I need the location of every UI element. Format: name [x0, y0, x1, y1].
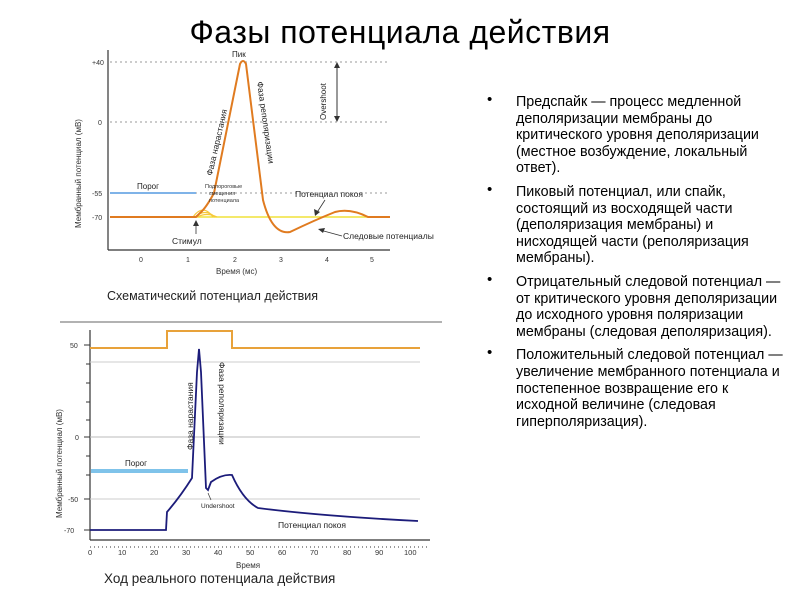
d2-xlabel: Время	[236, 561, 261, 570]
d2-resting-label: Потенциал покоя	[278, 520, 347, 530]
d1-xtick: 2	[233, 257, 237, 264]
bullet-list	[486, 91, 786, 437]
d1-ytick: -55	[92, 191, 103, 198]
list-item	[486, 180, 786, 267]
d2-stimulus-trace	[90, 331, 420, 348]
d2-ytick: 50	[70, 343, 78, 350]
d2-xtick: 50	[246, 548, 255, 557]
bullet-text: Отрицательный следовой потенциал — от критического уровня деполяризации до исходного уровня поляризации мембраны (следовая деполяризация).	[516, 273, 781, 340]
d2-xtick: 10	[118, 548, 127, 557]
d1-peak-label: Пик	[232, 50, 246, 59]
d1-ytick: 0	[98, 120, 102, 127]
d2-threshold-label: Порог	[125, 459, 148, 468]
bullet-text: Пиковый потенциал, или спайк, состоящий из восходящей части (деполяризация мембраны) и нисходящей части (реполяризация мембраны).	[516, 183, 749, 267]
d2-rising-label: Фаза нарастания	[185, 382, 195, 450]
d2-xtick: 100	[404, 548, 417, 557]
d2-xtick: 60	[278, 548, 287, 557]
schematic-ap-diagram	[60, 42, 480, 310]
bullet-dot: •	[487, 344, 493, 362]
d2-ytick: -50	[68, 497, 79, 504]
d2-xtick: 40	[214, 548, 223, 557]
d2-xtick: 80	[343, 548, 352, 557]
real-ap-diagram	[40, 318, 450, 594]
d2-xtick: 0	[88, 548, 93, 557]
d2-falling-label: Фаза реполяризации	[217, 362, 227, 445]
d1-xtick: 3	[279, 257, 283, 264]
d2-xtick: 90	[375, 548, 384, 557]
bullet-dot: •	[487, 270, 493, 288]
bullet-dot: •	[487, 91, 493, 108]
d1-falling-label: Фаза реполяризации	[255, 80, 277, 165]
bullet-dot: •	[487, 180, 493, 198]
d2-xtick: 30	[182, 548, 191, 557]
d2-xtick: 70	[310, 548, 319, 557]
d1-ytick: +40	[92, 60, 104, 67]
d1-subthreshold-label: смещения	[209, 191, 236, 197]
list-item	[486, 270, 786, 340]
d2-action-potential-trace	[90, 349, 418, 530]
d1-resting-label: Потенциал покоя	[295, 189, 364, 199]
d2-caption: Ход реального потенциала действия	[104, 571, 336, 586]
d1-caption: Схематический потенциал действия	[107, 289, 319, 303]
list-item	[486, 91, 786, 177]
d1-subthreshold-label: потенциала	[209, 198, 240, 204]
d1-rising-label: Фаза нарастания	[204, 108, 230, 177]
d1-threshold-label: Порог	[137, 182, 160, 191]
d1-xlabel: Время (мс)	[216, 267, 258, 276]
d2-ytick: -70	[64, 528, 75, 535]
slide-title: Фазы потенциала действия	[189, 14, 611, 50]
list-item	[486, 344, 786, 430]
d1-subthreshold-label: Подпороговые	[205, 184, 243, 190]
d1-ylabel: Мембранный потенциал (мВ)	[74, 119, 83, 228]
d2-ylabel: Мембранный потенциал (мВ)	[55, 409, 64, 518]
d1-trace-label: Следовые потенциалы	[343, 231, 434, 241]
d1-xtick: 5	[370, 257, 374, 264]
d1-action-potential-trace	[110, 61, 390, 232]
bullet-text: Предспайк — процесс медленной деполяризации мембраны до критического уровня деполяризации (местное возбуждение, локальный ответ).	[516, 94, 759, 177]
bullet-text: Положительный следовой потенциал — увеличение мембранного потенциала и постепенное возвращение его к исходной величине (следовая гиперполяризация).	[516, 347, 783, 430]
d1-xtick: 4	[325, 257, 329, 264]
d2-xtick: 20	[150, 548, 159, 557]
d2-ytick: 0	[75, 435, 79, 442]
d2-threshold-band	[91, 469, 188, 473]
d1-xtick: 1	[186, 257, 190, 264]
d1-overshoot-label: Overshoot	[319, 83, 328, 120]
d2-undershoot-label: Undershoot	[201, 503, 235, 510]
d1-stimulus-label: Стимул	[172, 236, 202, 246]
d1-xtick: 0	[139, 257, 143, 264]
d1-ytick: -70	[92, 215, 103, 222]
